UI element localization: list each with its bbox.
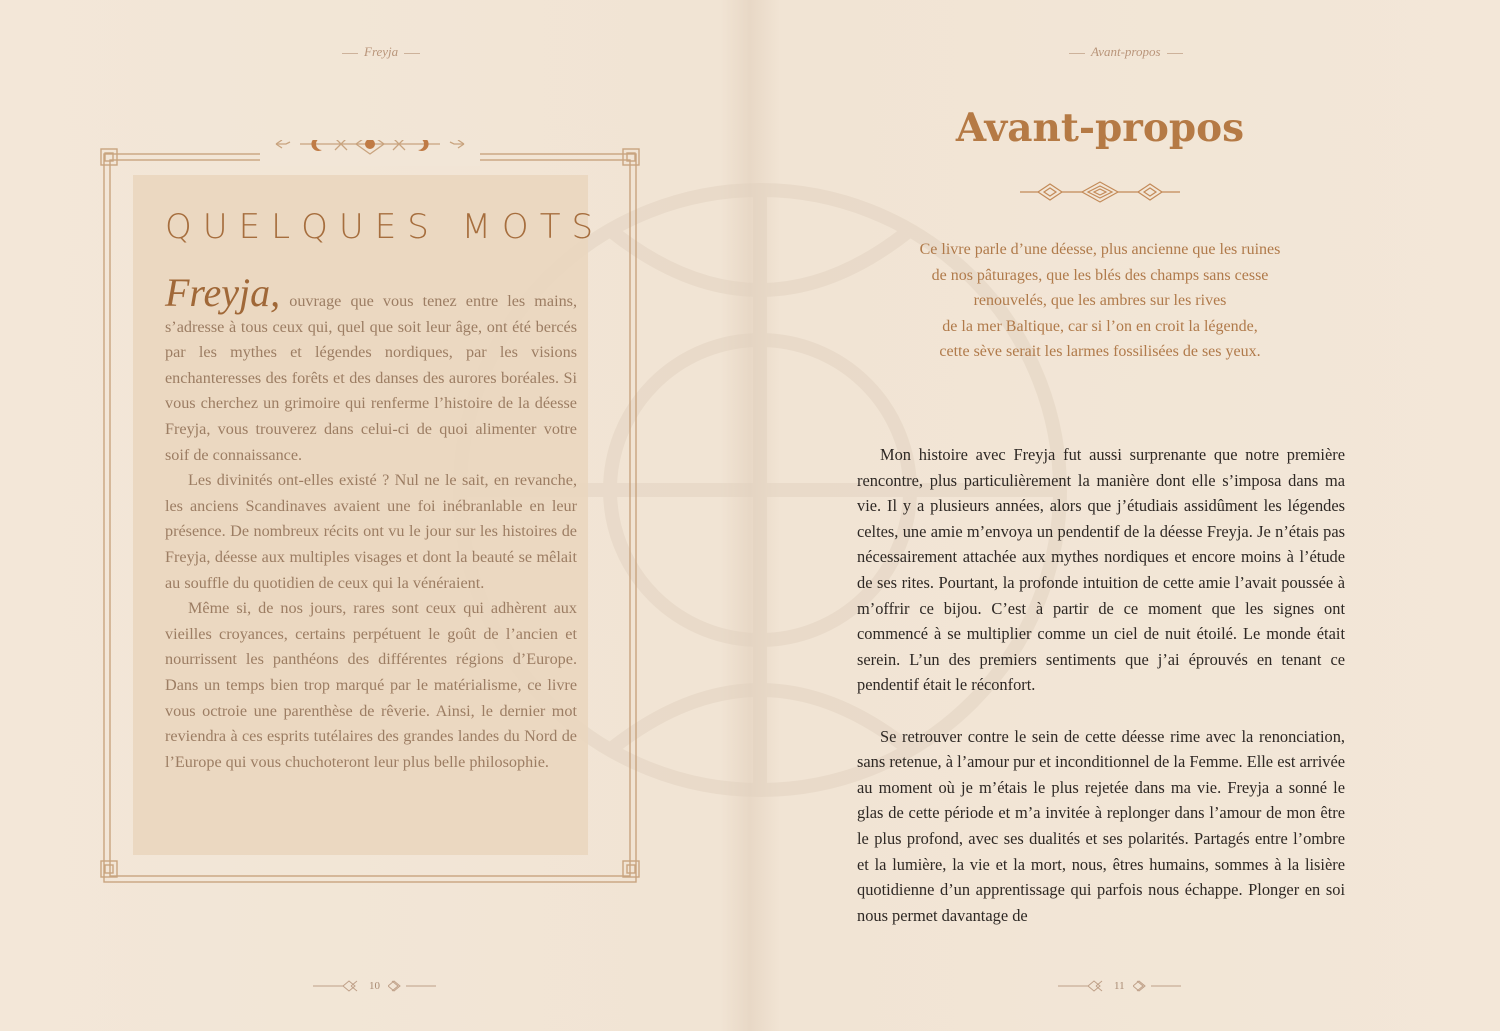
- epigraph-line: de nos pâturages, que les blés des champs sans cesse: [931, 266, 1269, 284]
- paragraph: Se retrouver contre le sein de cette déesse rime avec la renonciation, sans retenue, à l’amour pur et inconditionnel de la Femme. Elle est arrivée au moment où je m’étais le plus rejetée dans ma vie. Freyja a sonné le glas de cette période et m’a invitée à replonger dans l’amour de mon être le plus profond, avec ses dualités et ses polarités. Partagés entre l’ombre et la lumière, la vie et la mort, nous, êtres humains, sommes à la lisière quotidienne d’un apprentissage qui parfois nous échappe. Plonger en soi nous permet davantage de: [857, 726, 1345, 925]
- chapter-title: Avant-propos: [955, 105, 1245, 151]
- epigraph-line: de la mer Baltique, car si l’on en croit la légende,: [942, 317, 1258, 335]
- epigraph: [860, 237, 1340, 365]
- epigraph-line: Ce livre parle d’une déesse, plus ancienne que les ruines: [919, 241, 1281, 258]
- page-number-right: 11: [1058, 980, 1181, 992]
- epigraph-line: renouvelés, que les ambres sur les rives: [973, 292, 1227, 310]
- folio-ornament-icon: [313, 980, 361, 992]
- box-title: QUELQUES MOTS: [165, 207, 605, 247]
- intro-text: [165, 270, 578, 775]
- paragraph: Les divinités ont-elles existé ? Nul ne le sait, en revanche, les anciens Scandinaves avaient une foi inébranlable en leur présence. De nombreux récits ont vu le jour sur les histoires de Freyja, déesse aux multiples visages et dont la beauté se mêlait au souffle du quotidien de ceux qui la vénéraient.: [165, 471, 577, 592]
- epigraph-line: cette sève serait les larmes fossilisées de ses yeux.: [939, 343, 1261, 361]
- body-text: [857, 442, 1345, 954]
- folio-ornament-icon: [1058, 980, 1106, 992]
- running-head-left: Freyja: [336, 44, 426, 60]
- dropword: Freyja,: [165, 270, 281, 315]
- title-divider-icon: [1020, 180, 1180, 204]
- page-number-left: 10: [313, 980, 436, 992]
- paragraph: Freyja, ouvrage que vous tenez entre les mains, s’adresse à tous ceux qui, quel que soit leur âge, ont été bercés par les mythes et légendes nordiques, par les visions enchanteresses des forêts et des danses des aurores boréales. Si vous cherchez un grimoire qui renferme l’histoire de la déesse Freyja, vous trouverez dans celui-ci de quoi alimenter votre soif de connaissance.: [165, 270, 578, 464]
- folio-ornament-icon: [388, 980, 436, 992]
- paragraph: Mon histoire avec Freyja fut aussi surprenante que notre première rencontre, plus particulièrement la manière dont elle s’imposa dans ma vie. Il y a plusieurs années, alors que j’étudiais assidûment les légendes celtes, une amie m’envoya un pendentif de la déesse Freyja. Je n’étais pas nécessairement attachée aux mythes nordiques et encore moins à l’étude de ses rites. Pourtant, la profonde intuition de cette amie l’avait poussée à m’offrir ce bijou. C’est à partir de ce moment que les signes ont commencé à se multiplier comme un ciel de nuit étoilé. Le monde était serein. L’un des premiers sentiments que j’ai éprouvés en tenant ce pendentif était le réconfort.: [857, 445, 1345, 695]
- running-head-right: Avant-propos: [1063, 44, 1189, 60]
- paragraph: Même si, de nos jours, rares sont ceux qui adhèrent aux vieilles croyances, certains perpétuent le goût de l’ancien et nourrissent les panthéons des différentes régions d’Europe. Dans un temps bien trop marqué par le matérialisme, ce livre vous octroie une parenthèse de rêverie. Ainsi, le dernier mot reviendra à ces esprits tutélaires des grandes landes du Nord de l’Europe qui vous chuchoteront leur plus belle philosophie.: [165, 599, 577, 771]
- folio-ornament-icon: [1133, 980, 1181, 992]
